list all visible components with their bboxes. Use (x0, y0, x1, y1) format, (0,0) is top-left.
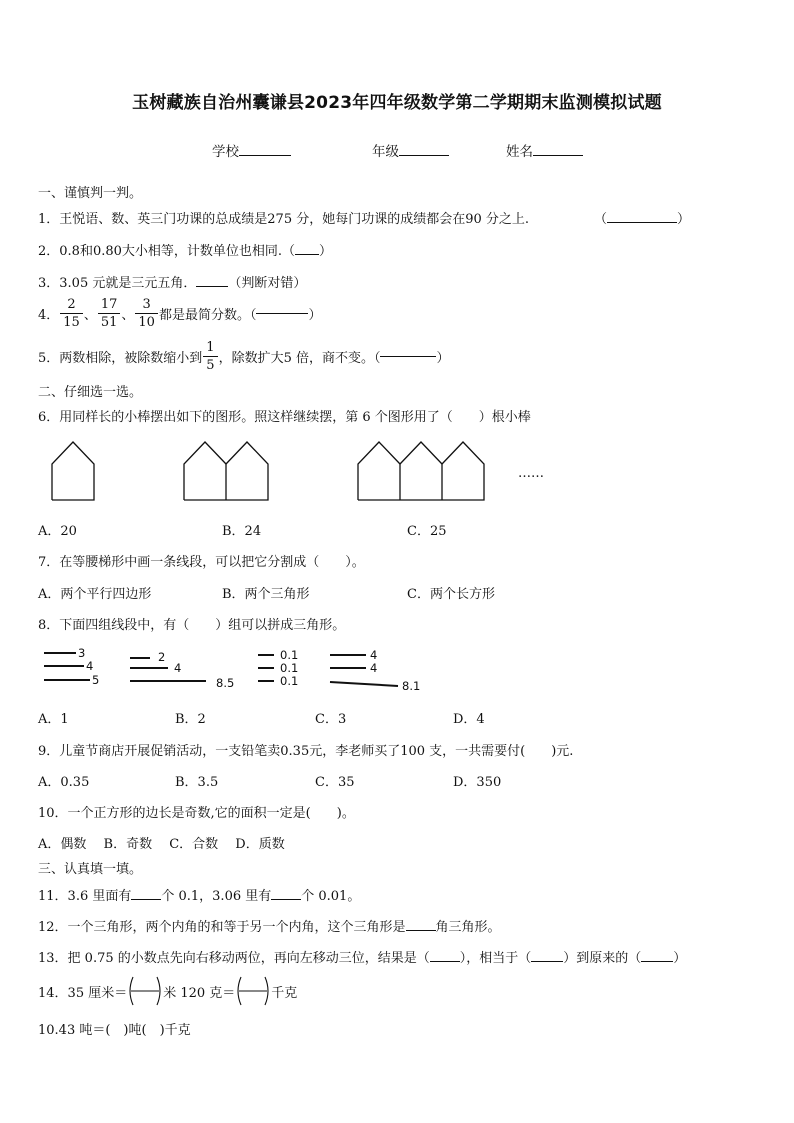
q8-g3-label-3: 0.1 (280, 674, 299, 688)
section-heading-3: 三、认真填一填。 (38, 862, 143, 877)
q8-g1-label-3: 5 (92, 673, 100, 687)
question-13: 13．把 0.75 的小数点先向右移动两位，再向左移动三位，结果是（ ），相当于（ ）到原来的（ ） (38, 951, 687, 966)
q8-segment-groups (40, 644, 440, 692)
question-14: 14．35 厘米＝ 米 120 克＝ 千克 (38, 974, 297, 1008)
q1-paren-close: ） (677, 212, 691, 227)
q14-fraction-blank-2[interactable] (235, 974, 271, 1008)
q4-fraction-2: $\frac{17}{51}$ (98, 296, 121, 331)
page-title: 玉树藏族自治州囊谦县2023年四年级数学第二学期期末监测模拟试题 (132, 93, 662, 113)
q8-g1-label-2: 4 (86, 659, 94, 673)
q5-text-b: ，除数扩大5 倍，商不变。（ (218, 351, 381, 366)
q4-text: 都是最简分数。（ (158, 308, 257, 323)
q5-text: 5．两数相除，被除数缩小到 (38, 351, 203, 366)
grade-field (372, 140, 449, 160)
question-7: 7．在等腰梯形中画一条线段，可以把它分割成（ ）。 (38, 555, 365, 570)
q1-paren-open: （ (594, 212, 608, 227)
question-8: 8．下面四组线段中，有（ ）组可以拼成三角形。 (38, 618, 346, 633)
q8-g4-label-3: 8.1 (402, 679, 421, 692)
q7-option-b[interactable]: B．两个三角形 (222, 587, 310, 602)
grade-blank[interactable] (399, 155, 449, 156)
q5-blank[interactable] (380, 356, 436, 357)
q9-option-b[interactable]: B．3.5 (175, 775, 219, 790)
question-6: 6．用同样长的小棒摆出如下的图形。照这样继续摆，第 6 个图形用了（ ）根小棒 (38, 410, 531, 425)
question-10: 10．一个正方形的边长是奇数,它的面积一定是( )。 (38, 806, 355, 821)
q8-option-b[interactable]: B．2 (175, 712, 206, 727)
q7-option-a[interactable]: A．两个平行四边形 (38, 587, 152, 602)
q8-g2-label-1: 2 (158, 650, 166, 664)
q13-blank-3[interactable] (641, 961, 673, 962)
name-blank[interactable] (533, 155, 583, 156)
name-field (506, 140, 583, 160)
q5-fraction: $\frac{1}{5}$ (203, 339, 217, 374)
school-label: 学校 (212, 144, 239, 160)
q2-text: 2．0.8和0.80大小相等，计数单位也相同.（ (38, 244, 296, 259)
q8-option-d[interactable]: D．4 (453, 712, 485, 727)
question-11: 11．3.6 里面有 个 0.1，3.06 里有 个 0.01。 (38, 889, 361, 904)
q9-option-c[interactable]: C．35 (315, 775, 355, 790)
q6-option-a[interactable]: A．20 (38, 524, 77, 539)
q4-blank[interactable] (256, 313, 308, 314)
q3-text: 3．3.05 元就是三元五角． (38, 276, 197, 291)
school-blank[interactable] (239, 155, 291, 156)
q6-option-c[interactable]: C．25 (407, 524, 447, 539)
q8-g3-label-2: 0.1 (280, 661, 299, 675)
section-heading-1: 一、谨慎判一判。 (38, 186, 143, 201)
question-1 (38, 208, 529, 227)
q8-g4-label-1: 4 (370, 648, 378, 662)
school-field (212, 140, 291, 160)
q4-fraction-1: $\frac{2}{15}$ (60, 296, 83, 331)
q6-ellipsis: …… (518, 466, 544, 481)
q6-option-b[interactable]: B．24 (222, 524, 262, 539)
q7-option-c[interactable]: C．两个长方形 (407, 587, 495, 602)
q8-g2-label-2: 4 (174, 661, 182, 675)
house-3 (358, 442, 484, 500)
q8-g4-label-2: 4 (370, 661, 378, 675)
q9-option-d[interactable]: D．350 (453, 775, 502, 790)
question-15: 10.43 吨＝( )吨( )千克 (38, 1023, 191, 1038)
question-3 (38, 272, 306, 291)
section-heading-2: 二、仔细选一选。 (38, 385, 143, 400)
q4-number: 4． (38, 308, 60, 323)
q13-blank-1[interactable] (430, 961, 460, 962)
q8-g3-label-1: 0.1 (280, 648, 299, 662)
q1-answer (594, 208, 690, 227)
q13-blank-2[interactable] (531, 961, 563, 962)
question-5: 5．两数相除，被除数缩小到 $\frac{1}{5}$ ，除数扩大5 倍，商不变。（ ） (38, 340, 450, 373)
q1-text: 1．王悦语、数、英三门功课的总成绩是275 分，她每门功课的成绩都会在90 分之上. (38, 212, 530, 227)
q3-text-b: （判断对错） (228, 276, 307, 291)
question-4: 4． $\frac{2}{15}$ 、 $\frac{17}{51}$ 、 $\frac{3}{10}$ 都是最简分数。（ ） (38, 297, 322, 330)
q11-blank-2[interactable] (271, 899, 301, 900)
question-12: 12．一个三角形，两个内角的和等于另一个内角，这个三角形是 角三角形。 (38, 920, 501, 935)
grade-label: 年级 (372, 144, 399, 160)
name-label: 姓名 (506, 144, 533, 160)
q3-blank[interactable] (196, 286, 228, 287)
q2-paren-close: ） (319, 244, 333, 259)
q4-fraction-3: $\frac{3}{10}$ (135, 296, 158, 331)
q12-blank[interactable] (406, 930, 436, 931)
q8-option-c[interactable]: C．3 (315, 712, 347, 727)
question-9: 9．儿童节商店开展促销活动，一支铅笔卖0.35元，李老师买了100 支，一共需要付( )元. (38, 744, 574, 759)
question-2 (38, 240, 332, 259)
q6-house-figures (40, 436, 560, 502)
house-1 (52, 442, 94, 500)
q14-fraction-blank-1[interactable] (127, 974, 163, 1008)
q8-option-a[interactable]: A．1 (38, 712, 69, 727)
q8-g2-label-3: 8.5 (216, 676, 235, 690)
q10-options[interactable]: A．偶数 B．奇数 C．合数 D．质数 (38, 837, 285, 852)
q9-option-a[interactable]: A．0.35 (38, 775, 90, 790)
q8-g1-label-1: 3 (78, 646, 86, 660)
q1-blank[interactable] (607, 222, 677, 223)
q2-blank[interactable] (295, 254, 319, 255)
q11-blank-1[interactable] (131, 899, 161, 900)
